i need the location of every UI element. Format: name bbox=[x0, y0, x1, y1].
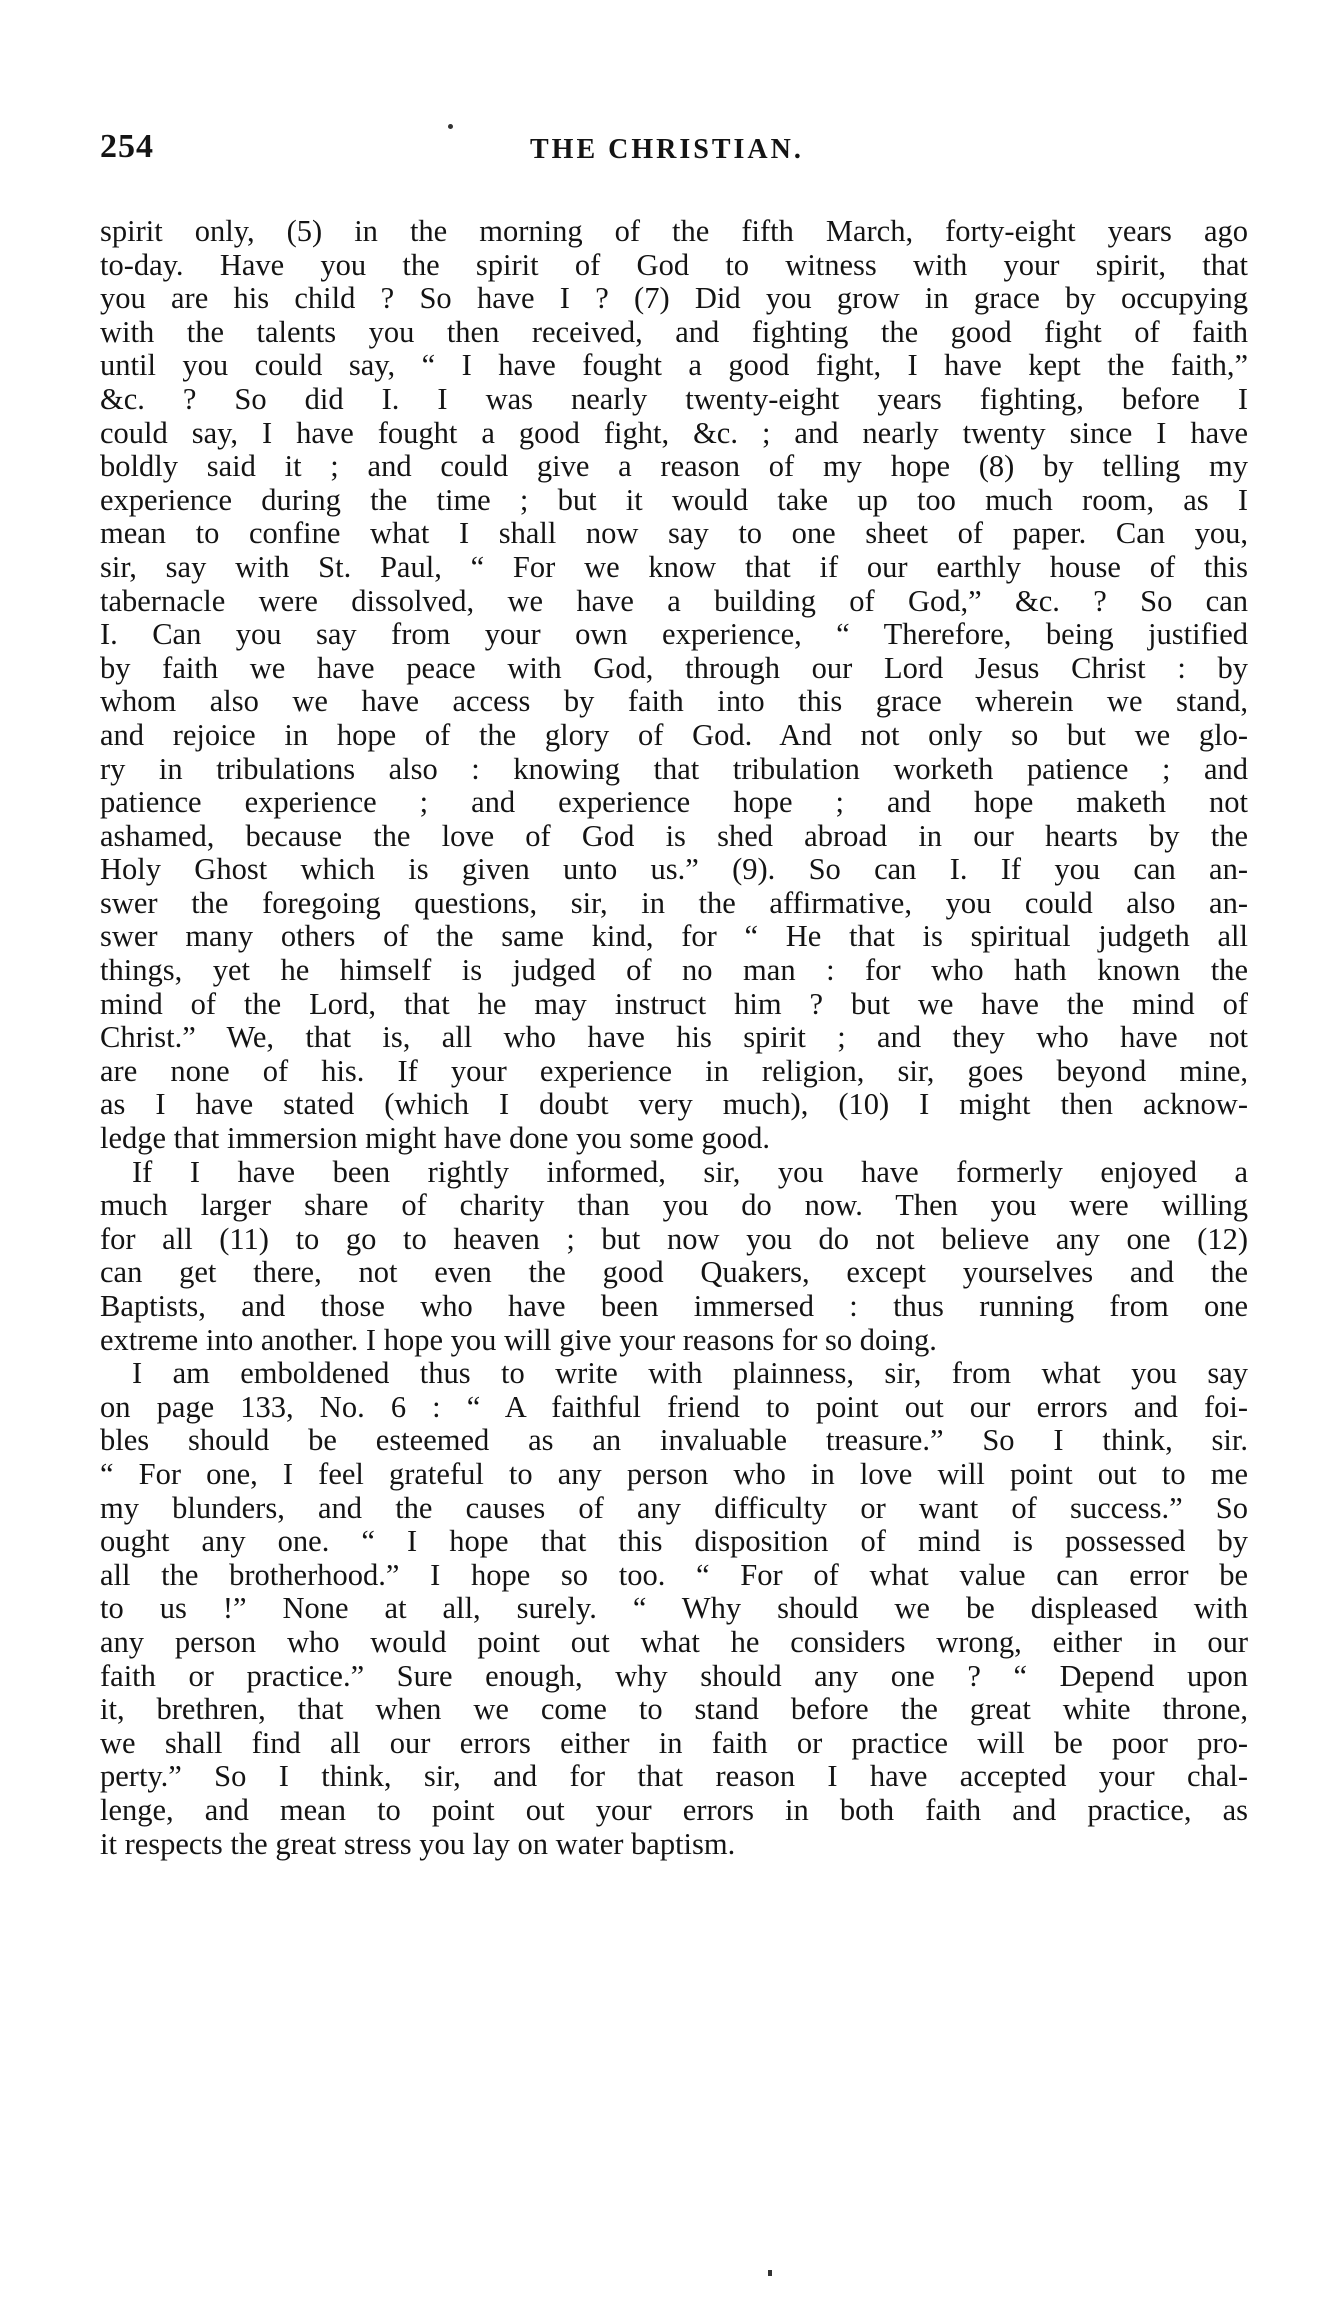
text-line: swer the foregoing questions, sir, in the affirmative, you could also an- bbox=[100, 886, 1248, 920]
text-line: boldly said it ; and could give a reason of my hope (8) by telling my bbox=[100, 450, 1248, 484]
ink-speck bbox=[768, 2270, 772, 2276]
text-line: are none of his. If your experience in religion, sir, goes beyond mine, bbox=[100, 1054, 1248, 1088]
text-line: to-day. Have you the spirit of God to witness with your spirit, that bbox=[100, 248, 1248, 282]
paragraph bbox=[100, 1357, 1248, 1861]
text-line: it respects the great stress you lay on water baptism. bbox=[100, 1827, 736, 1861]
page-number: 254 bbox=[100, 128, 154, 165]
text-line: could say, I have fought a good fight, &c. ; and nearly twenty since I have bbox=[100, 416, 1248, 450]
text-line: ashamed, because the love of God is shed abroad in our hearts by the bbox=[100, 819, 1248, 853]
text-line: with the talents you then received, and fighting the good fight of faith bbox=[100, 315, 1248, 349]
text-line: spirit only, (5) in the morning of the fifth March, forty-eight years ago bbox=[100, 215, 1248, 248]
body-text bbox=[100, 215, 1248, 1861]
text-line: you are his child ? So have I ? (7) Did you grow in grace by occupying bbox=[100, 282, 1248, 316]
text-line: Christ.” We, that is, all who have his spirit ; and they who have not bbox=[100, 1021, 1248, 1055]
text-line: it, brethren, that when we come to stand before the great white throne, bbox=[100, 1693, 1248, 1727]
text-line: much larger share of charity than you do now. Then you were willing bbox=[100, 1189, 1248, 1223]
text-line: “ For one, I feel grateful to any person who in love will point out to me bbox=[100, 1457, 1248, 1491]
text-line: faith or practice.” Sure enough, why should any one ? “ Depend upon bbox=[100, 1659, 1248, 1693]
text-line: we shall find all our errors either in faith or practice will be poor pro- bbox=[100, 1726, 1248, 1760]
text-line: patience experience ; and experience hope ; and hope maketh not bbox=[100, 786, 1248, 820]
text-line: Baptists, and those who have been immersed : thus running from one bbox=[100, 1290, 1248, 1323]
text-line: to us !” None at all, surely. “ Why should we be displeased with bbox=[100, 1592, 1248, 1626]
paragraph bbox=[100, 1156, 1248, 1358]
text-line: swer many others of the same kind, for “ He that is spiritual judgeth all bbox=[100, 920, 1248, 954]
text-line: and rejoice in hope of the glory of God. And not only so but we glo- bbox=[100, 718, 1248, 752]
text-line: any person who would point out what he considers wrong, either in our bbox=[100, 1625, 1248, 1659]
text-line: for all (11) to go to heaven ; but now you do not believe any one (12) bbox=[100, 1222, 1248, 1256]
text-line: Holy Ghost which is given unto us.” (9). So can I. If you can an- bbox=[100, 853, 1248, 887]
text-line: lenge, and mean to point out your errors in both faith and practice, as bbox=[100, 1793, 1248, 1827]
paragraph bbox=[100, 215, 1248, 1156]
text-line: ought any one. “ I hope that this disposition of mind is possessed by bbox=[100, 1525, 1248, 1559]
text-line: ry in tribulations also : knowing that tribulation worketh patience ; and bbox=[100, 752, 1248, 786]
text-line: tabernacle were dissolved, we have a building of God,” &c. ? So can bbox=[100, 584, 1248, 618]
text-line: extreme into another. I hope you will give your reasons for so doing. bbox=[100, 1323, 937, 1357]
text-line: &c. ? So did I. I was nearly twenty-eight years fighting, before I bbox=[100, 382, 1248, 416]
ink-speck bbox=[448, 124, 453, 129]
text-line: bles should be esteemed as an invaluable treasure.” So I think, sir. bbox=[100, 1424, 1248, 1458]
running-head: THE CHRISTIAN. bbox=[530, 134, 804, 165]
text-line: experience during the time ; but it would take up too much room, as I bbox=[100, 483, 1248, 517]
text-line: whom also we have access by faith into this grace wherein we stand, bbox=[100, 685, 1248, 719]
text-line: I. Can you say from your own experience, “ Therefore, being justified bbox=[100, 618, 1248, 652]
text-line: as I have stated (which I doubt very much), (10) I might then acknow- bbox=[100, 1088, 1248, 1122]
text-line: If I have been rightly informed, sir, you have formerly enjoyed a bbox=[132, 1155, 1248, 1189]
text-line: ledge that immersion might have done you some good. bbox=[100, 1122, 771, 1156]
text-line: perty.” So I think, sir, and for that reason I have accepted your chal- bbox=[100, 1760, 1248, 1794]
text-line: sir, say with St. Paul, “ For we know that if our earthly house of this bbox=[100, 550, 1248, 584]
text-line: mean to confine what I shall now say to one sheet of paper. Can you, bbox=[100, 517, 1248, 551]
text-line: by faith we have peace with God, through our Lord Jesus Christ : by bbox=[100, 651, 1248, 685]
text-line: on page 133, No. 6 : “ A faithful friend to point out our errors and foi- bbox=[100, 1390, 1248, 1424]
text-line: all the brotherhood.” I hope so too. “ For of what value can error be bbox=[100, 1558, 1248, 1592]
text-line: my blunders, and the causes of any difficulty or want of success.” So bbox=[100, 1491, 1248, 1525]
text-line: I am emboldened thus to write with plainness, sir, from what you say bbox=[132, 1357, 1248, 1391]
text-line: until you could say, “ I have fought a good fight, I have kept the faith,” bbox=[100, 349, 1248, 383]
text-line: can get there, not even the good Quakers, except yourselves and the bbox=[100, 1256, 1248, 1290]
page-header bbox=[100, 128, 1260, 178]
text-line: things, yet he himself is judged of no man : for who hath known the bbox=[100, 954, 1248, 988]
text-line: mind of the Lord, that he may instruct him ? but we have the mind of bbox=[100, 987, 1248, 1021]
